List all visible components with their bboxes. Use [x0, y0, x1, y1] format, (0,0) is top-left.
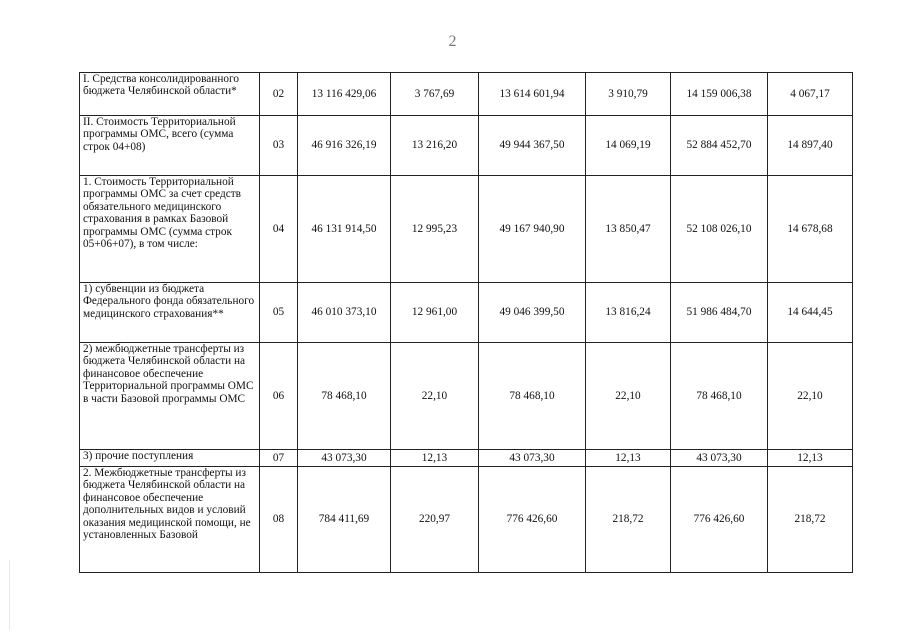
row-code: 06: [260, 343, 298, 450]
value-cell: 14 069,19: [586, 116, 671, 176]
value-cell: 49 167 940,90: [479, 176, 586, 283]
value-cell: 4 067,17: [768, 73, 853, 116]
value-cell: 46 916 326,19: [298, 116, 391, 176]
row-name: 3) прочие поступления: [80, 450, 260, 467]
row-name: II. Стоимость Территориальной программы ОМС, всего (сумма строк 04+08): [80, 116, 260, 176]
value-cell: 12,13: [768, 450, 853, 467]
value-cell: 52 884 452,70: [671, 116, 768, 176]
scan-margin-line: [9, 560, 10, 630]
row-name: 1. Стоимость Территориальной программы ОМС за счет средств обязательного медицинского страхования в рамках Базовой программы ОМС (сумма строк 05+06+07), в том числе:: [80, 176, 260, 283]
value-cell: 218,72: [768, 467, 853, 573]
value-cell: 22,10: [768, 343, 853, 450]
value-cell: 13 614 601,94: [479, 73, 586, 116]
value-cell: 43 073,30: [479, 450, 586, 467]
value-cell: 776 426,60: [671, 467, 768, 573]
row-code: 07: [260, 450, 298, 467]
table-row: [80, 176, 853, 283]
table-row: [80, 116, 853, 176]
table-row: [80, 343, 853, 450]
value-cell: 51 986 484,70: [671, 283, 768, 343]
table-row: [80, 73, 853, 116]
value-cell: 78 468,10: [298, 343, 391, 450]
value-cell: 43 073,30: [671, 450, 768, 467]
value-cell: 220,97: [391, 467, 479, 573]
value-cell: 78 468,10: [671, 343, 768, 450]
value-cell: 12,13: [391, 450, 479, 467]
value-cell: 3 767,69: [391, 73, 479, 116]
value-cell: 49 944 367,50: [479, 116, 586, 176]
budget-table: [79, 72, 853, 573]
value-cell: 3 910,79: [586, 73, 671, 116]
table-row: [80, 450, 853, 467]
row-name: 2. Межбюджетные трансферты из бюджета Челябинской области на финансовое обеспечение дополнительных видов и условий оказания медицинской помощи, не установленных Базовой: [80, 467, 260, 573]
value-cell: 14 644,45: [768, 283, 853, 343]
value-cell: 14 159 006,38: [671, 73, 768, 116]
value-cell: 43 073,30: [298, 450, 391, 467]
row-code: 03: [260, 116, 298, 176]
row-name: I. Средства консолидированного бюджета Челябинской области*: [80, 73, 260, 116]
value-cell: 14 678,68: [768, 176, 853, 283]
table-row: [80, 467, 853, 573]
row-code: 05: [260, 283, 298, 343]
value-cell: 49 046 399,50: [479, 283, 586, 343]
value-cell: 12 961,00: [391, 283, 479, 343]
value-cell: 14 897,40: [768, 116, 853, 176]
value-cell: 22,10: [391, 343, 479, 450]
row-code: 08: [260, 467, 298, 573]
row-code: 02: [260, 73, 298, 116]
value-cell: 784 411,69: [298, 467, 391, 573]
value-cell: 78 468,10: [479, 343, 586, 450]
value-cell: 218,72: [586, 467, 671, 573]
value-cell: 12 995,23: [391, 176, 479, 283]
value-cell: 13 116 429,06: [298, 73, 391, 116]
value-cell: 46 010 373,10: [298, 283, 391, 343]
row-code: 04: [260, 176, 298, 283]
row-name: 2) межбюджетные трансферты из бюджета Челябинской области на финансовое обеспечение Территориальной программы ОМС в части Базовой программы ОМС: [80, 343, 260, 450]
value-cell: 13 216,20: [391, 116, 479, 176]
page-number: 2: [448, 33, 457, 50]
value-cell: 22,10: [586, 343, 671, 450]
value-cell: 46 131 914,50: [298, 176, 391, 283]
value-cell: 12,13: [586, 450, 671, 467]
value-cell: 13 816,24: [586, 283, 671, 343]
value-cell: 13 850,47: [586, 176, 671, 283]
row-name: 1) субвенции из бюджета Федерального фонда обязательного медицинского страхования**: [80, 283, 260, 343]
value-cell: 776 426,60: [479, 467, 586, 573]
table-row: [80, 283, 853, 343]
value-cell: 52 108 026,10: [671, 176, 768, 283]
